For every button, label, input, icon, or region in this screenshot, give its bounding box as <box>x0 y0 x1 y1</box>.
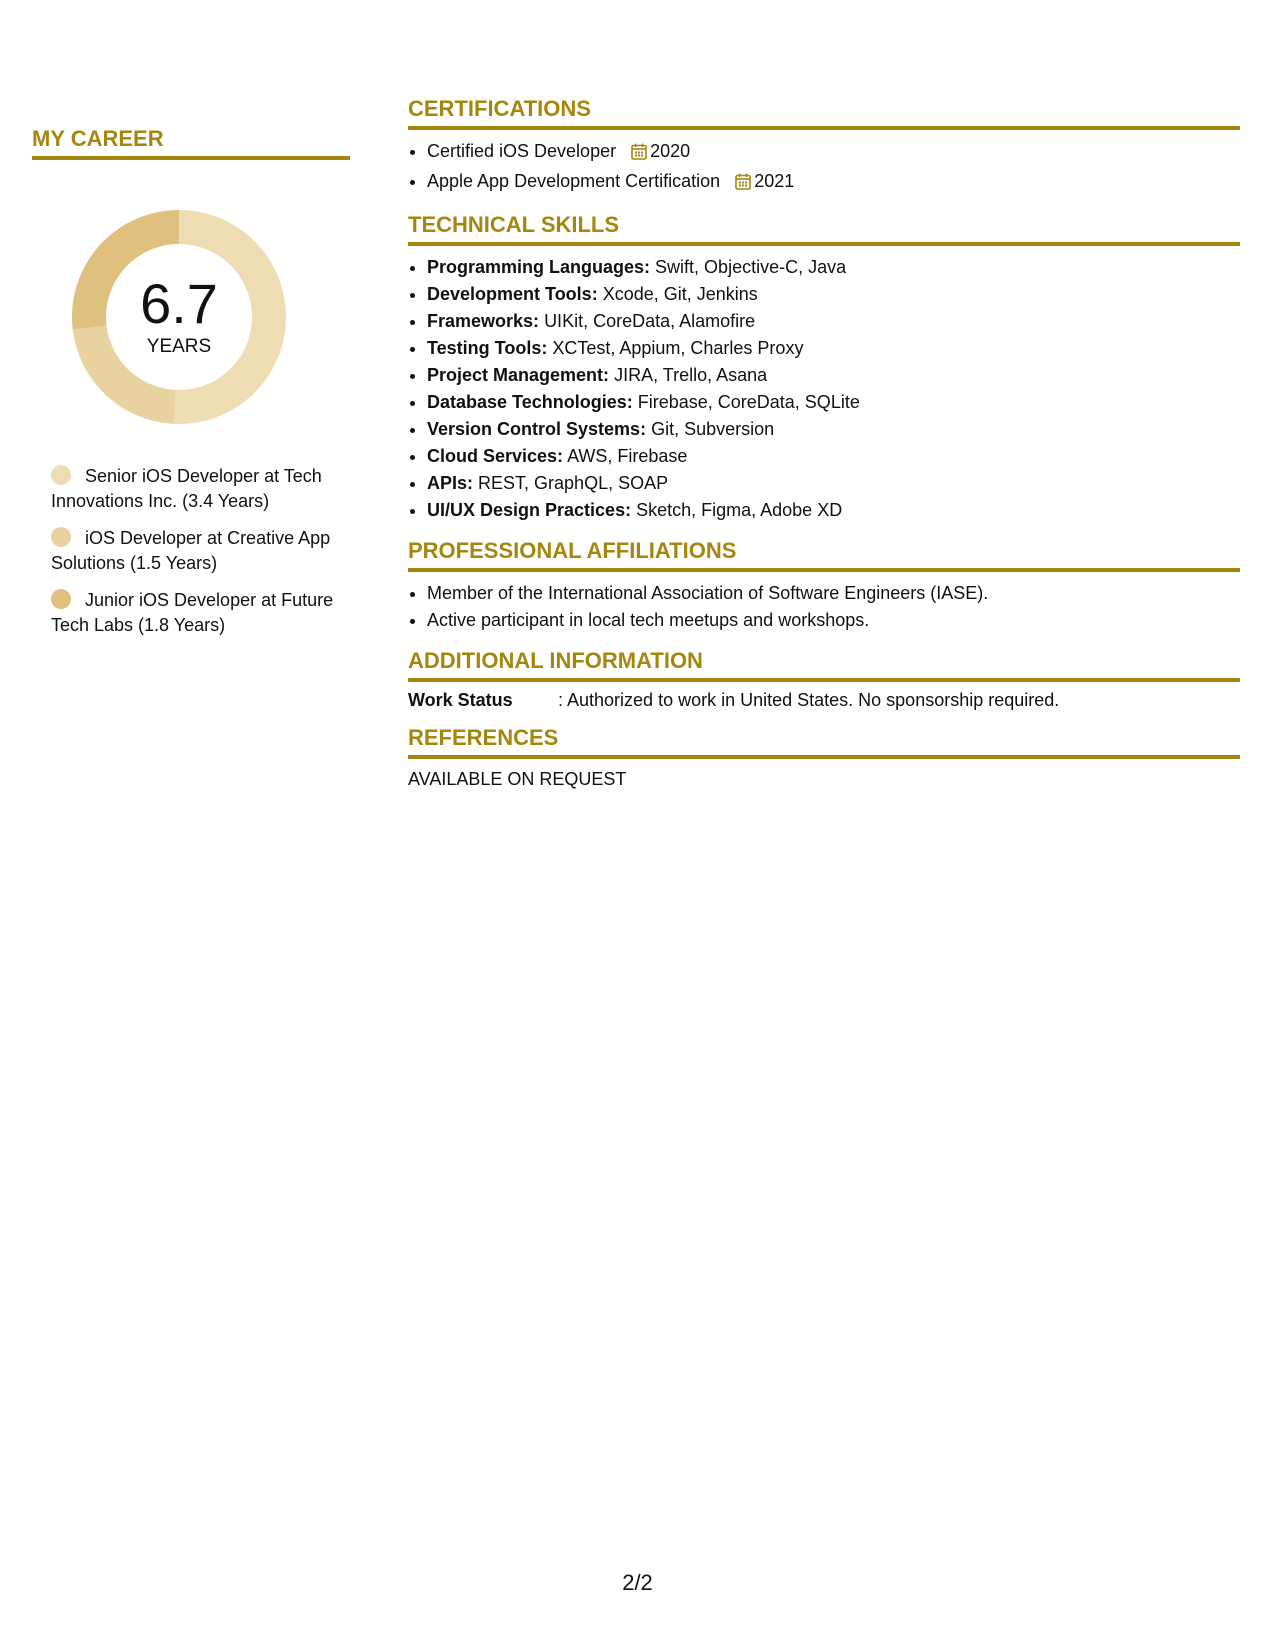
list-item <box>427 416 1240 443</box>
skill-label: Programming Languages: <box>427 257 651 277</box>
skill-value: JIRA, Trello, Asana <box>614 365 768 385</box>
page-number: 2/2 <box>622 1570 653 1595</box>
career-legend <box>51 464 350 638</box>
skills-list <box>408 254 1240 524</box>
certifications-list <box>408 138 1240 198</box>
calendar-icon <box>735 171 751 198</box>
references-section <box>408 725 1240 790</box>
list-item <box>427 497 1240 524</box>
work-status-value: : Authorized to work in United States. No sponsorship required. <box>558 690 1060 710</box>
skill-value: AWS, Firebase <box>567 446 688 466</box>
work-status-label: Work Status <box>408 690 513 710</box>
legend-dot <box>51 465 71 485</box>
skill-value: XCTest, Appium, Charles Proxy <box>552 338 804 358</box>
list-item <box>427 389 1240 416</box>
list-item <box>427 281 1240 308</box>
skill-value: Swift, Objective-C, Java <box>655 257 847 277</box>
list-item: • Member of the International Association of Software Engineers (IASE). <box>427 580 1240 607</box>
skill-value: Xcode, Git, Jenkins <box>602 284 758 304</box>
additional-info-section <box>408 648 1240 711</box>
skill-value: UIKit, CoreData, Alamofire <box>544 311 756 331</box>
career-donut-chart <box>66 204 292 430</box>
skill-label: UI/UX Design Practices: <box>427 500 632 520</box>
skill-label: Development Tools: <box>427 284 598 304</box>
skill-label: Testing Tools: <box>427 338 548 358</box>
legend-item <box>51 588 350 638</box>
list-item <box>427 138 1240 168</box>
skill-value: Firebase, CoreData, SQLite <box>637 392 860 412</box>
certification-year: 2020 <box>650 141 691 161</box>
skill-label: Database Technologies: <box>427 392 633 412</box>
skills-section <box>408 212 1240 524</box>
legend-label: Junior iOS Developer at Future Tech Labs (1.8 Years) <box>51 590 334 635</box>
additional-info-heading: ADDITIONAL INFORMATION <box>408 648 1240 682</box>
skill-label: Project Management: <box>427 365 610 385</box>
list-item <box>427 254 1240 281</box>
references-heading: REFERENCES <box>408 725 1240 759</box>
legend-label: iOS Developer at Creative App Solutions (1.5 Years) <box>51 528 331 573</box>
certifications-section <box>408 96 1240 198</box>
certification-name: Apple App Development Certification <box>427 171 721 191</box>
skill-value: Sketch, Figma, Adobe XD <box>636 500 843 520</box>
skill-label: Frameworks: <box>427 311 540 331</box>
list-item <box>427 308 1240 335</box>
skill-label: APIs: <box>427 473 474 493</box>
calendar-icon <box>631 141 647 168</box>
donut-center <box>66 204 292 430</box>
list-item <box>427 443 1240 470</box>
affiliations-heading: PROFESSIONAL AFFILIATIONS <box>408 538 1240 572</box>
list-item <box>427 335 1240 362</box>
total-years-value: 6.7 <box>140 272 218 335</box>
affiliations-section <box>408 538 1240 634</box>
skills-heading: TECHNICAL SKILLS <box>408 212 1240 246</box>
certifications-heading: CERTIFICATIONS <box>408 96 1240 130</box>
skill-value: REST, GraphQL, SOAP <box>478 473 669 493</box>
legend-dot <box>51 589 71 609</box>
skill-value: Git, Subversion <box>651 419 775 439</box>
list-item: • Active participant in local tech meetups and workshops. <box>427 607 1240 634</box>
skill-label: Version Control Systems: <box>427 419 647 439</box>
career-column <box>32 126 350 650</box>
legend-dot <box>51 527 71 547</box>
main-column <box>408 96 1240 804</box>
list-item <box>427 362 1240 389</box>
references-text: AVAILABLE ON REQUEST <box>408 769 627 789</box>
affiliations-list <box>408 580 1240 634</box>
career-heading: MY CAREER <box>32 126 350 160</box>
certification-name: Certified iOS Developer <box>427 141 617 161</box>
list-item <box>427 168 1240 198</box>
legend-item <box>51 464 350 514</box>
list-item <box>427 470 1240 497</box>
skill-label: Cloud Services: <box>427 446 564 466</box>
total-years-unit: YEARS <box>146 336 212 357</box>
work-status-row <box>408 690 1240 711</box>
legend-label: Senior iOS Developer at Tech Innovations Inc. (3.4 Years) <box>51 466 322 511</box>
certification-year: 2021 <box>754 171 795 191</box>
legend-item <box>51 526 350 576</box>
